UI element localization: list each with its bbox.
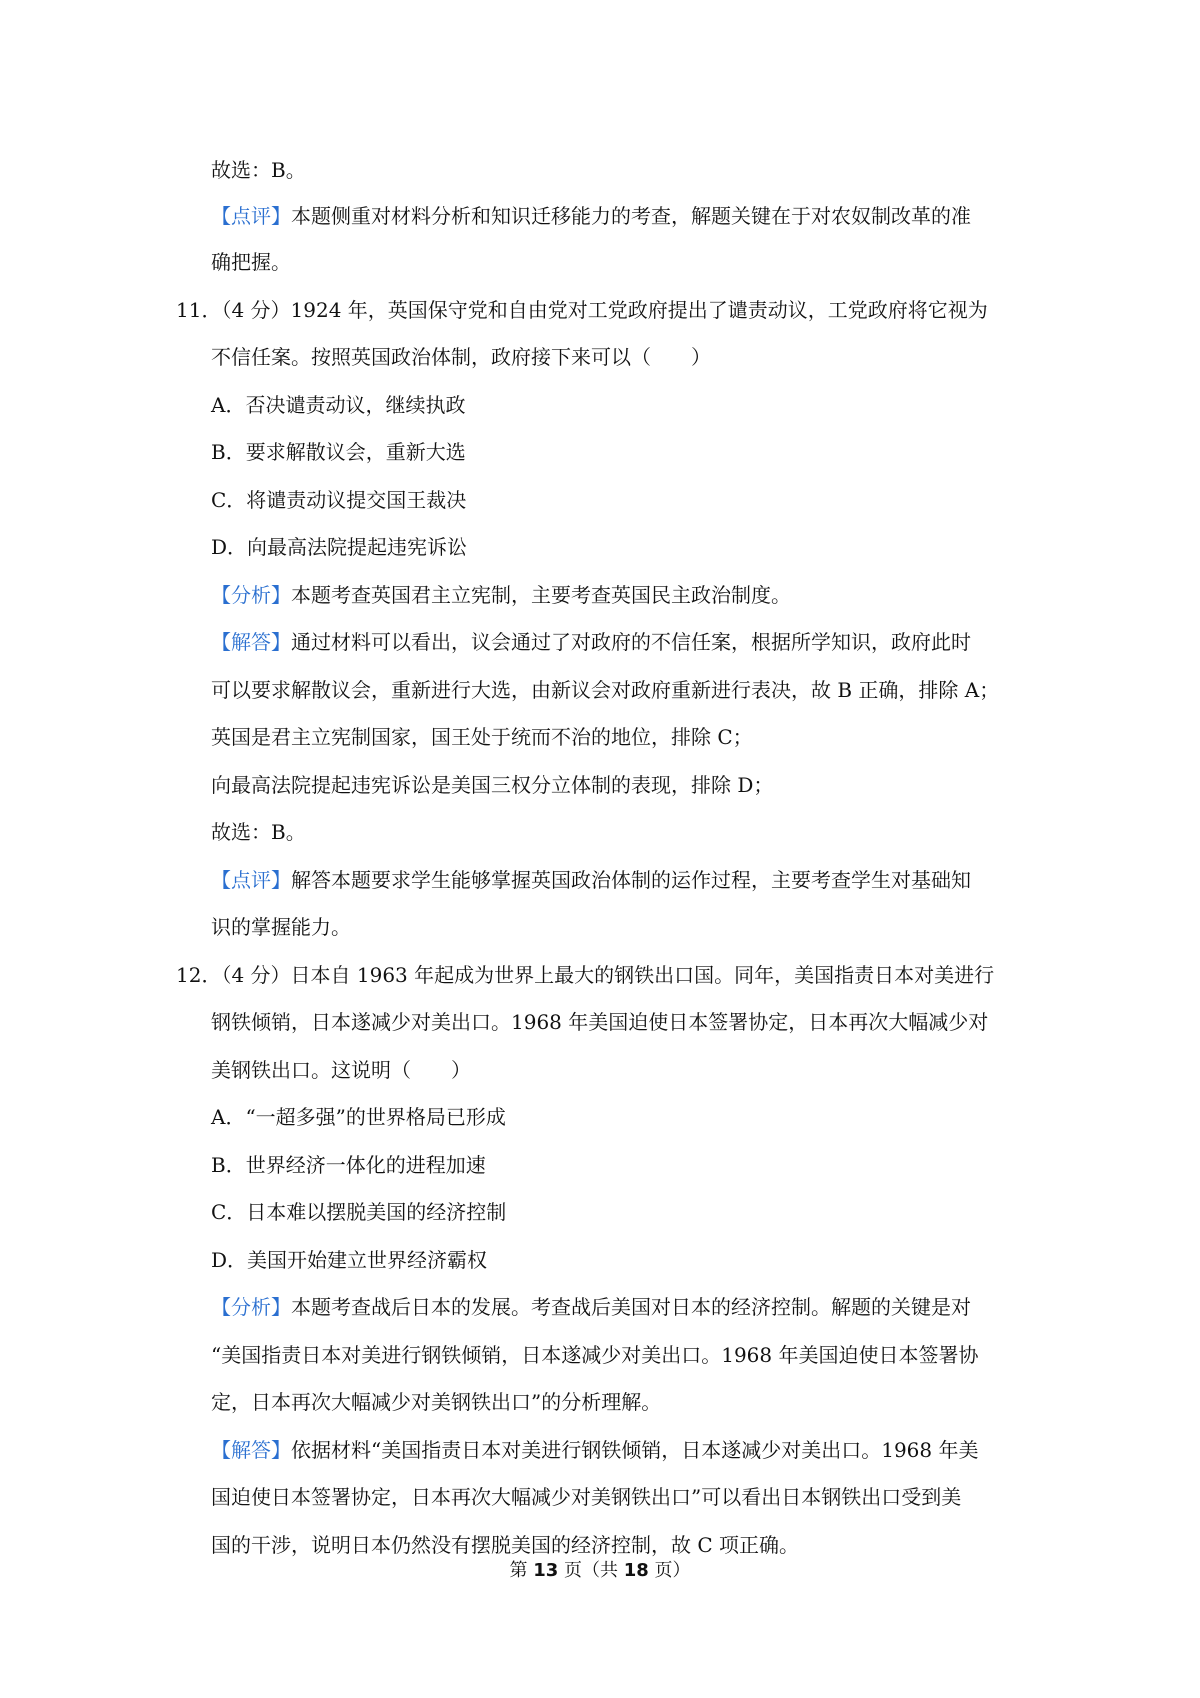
q11-answer — [211, 628, 971, 656]
comment-tag: 【点评】 — [211, 204, 291, 228]
q12-analysis-line-3: 定，日本再次大幅减少对美钢铁出口”的分析理解。 — [211, 1390, 662, 1414]
q11-stem-line-2: 不信任案。按照英国政治体制，政府接下来可以（ ） — [211, 345, 711, 369]
q11-option-d: D．向最高法院提起违宪诉讼 — [211, 535, 468, 559]
q11-comment — [211, 866, 971, 894]
q12-stem-line-1: 12．（4 分）日本自 1963 年起成为世界上最大的钢铁出口国。同年，美国指责日本对美进行 — [176, 963, 995, 987]
q12-option-c: C．日本难以摆脱美国的经济控制 — [211, 1200, 507, 1224]
q12-answer-line-3: 国的干涉，说明日本仍然没有摆脱美国的经济控制，故 C 项正确。 — [211, 1533, 800, 1557]
q12-answer-line-2: 国迫使日本签署协定，日本再次大幅减少对美钢铁出口”可以看出日本钢铁出口受到美 — [211, 1485, 962, 1509]
q11-analysis-text: 本题考查英国君主立宪制，主要考查英国民主政治制度。 — [291, 583, 791, 607]
footer-page-number: 13 — [533, 1560, 559, 1581]
footer-prefix: 第 — [509, 1560, 534, 1581]
q11-select: 故选：B。 — [211, 820, 306, 844]
q12-analysis — [211, 1293, 971, 1321]
prev-comment-line-2: 确把握。 — [211, 250, 291, 274]
q11-answer-line-3: 英国是君主立宪制国家，国王处于统而不治的地位，排除 C； — [211, 725, 753, 749]
q12-analysis-line-2: “美国指责日本对美进行钢铁倾销，日本遂减少对美出口。1968 年美国迫使日本签署协 — [211, 1343, 979, 1367]
analysis-tag: 【分析】 — [211, 583, 291, 607]
q12-option-d: D．美国开始建立世界经济霸权 — [211, 1248, 488, 1272]
comment-tag: 【点评】 — [211, 868, 291, 892]
q11-stem-line-1: 11．（4 分）1924 年，英国保守党和自由党对工党政府提出了谴责动议，工党政府将它视为 — [176, 298, 988, 322]
prev-comment-line-1: 本题侧重对材料分析和知识迁移能力的考查，解题关键在于对农奴制改革的准 — [291, 204, 971, 228]
q11-comment-line-1: 解答本题要求学生能够掌握英国政治体制的运作过程，主要考查学生对基础知 — [291, 868, 971, 892]
q11-option-a: A．否决谴责动议，继续执政 — [211, 393, 466, 417]
q11-option-c: C．将谴责动议提交国王裁决 — [211, 488, 467, 512]
q11-analysis — [211, 581, 791, 609]
answer-tag: 【解答】 — [211, 630, 291, 654]
q12-answer — [211, 1436, 978, 1464]
answer-tag: 【解答】 — [211, 1438, 291, 1462]
analysis-tag: 【分析】 — [211, 1295, 291, 1319]
q11-answer-line-1: 通过材料可以看出，议会通过了对政府的不信任案，根据所学知识，政府此时 — [291, 630, 971, 654]
footer-suffix: 页） — [648, 1560, 691, 1581]
prev-select: 故选：B。 — [211, 158, 306, 182]
q12-analysis-line-1: 本题考查战后日本的发展。考查战后美国对日本的经济控制。解题的关键是对 — [291, 1295, 971, 1319]
q11-answer-line-4: 向最高法院提起违宪诉讼是美国三权分立体制的表现，排除 D； — [211, 773, 774, 797]
footer-middle: 页（共 — [558, 1560, 624, 1581]
q11-comment-line-2: 识的掌握能力。 — [211, 915, 351, 939]
q11-answer-line-2: 可以要求解散议会，重新进行大选，由新议会对政府重新进行表决，故 B 正确，排除 A； — [211, 678, 1000, 702]
page-footer — [0, 1559, 1200, 1583]
q12-stem-line-2: 钢铁倾销，日本遂减少对美出口。1968 年美国迫使日本签署协定，日本再次大幅减少对 — [211, 1010, 989, 1034]
q11-option-b: B．要求解散议会，重新大选 — [211, 440, 466, 464]
prev-comment — [211, 202, 971, 230]
q12-answer-line-1: 依据材料“美国指责日本对美进行钢铁倾销，日本遂减少对美出口。1968 年美 — [291, 1438, 979, 1462]
q12-option-b: B．世界经济一体化的进程加速 — [211, 1153, 486, 1177]
q12-option-a: A．“一超多强”的世界格局已形成 — [211, 1105, 506, 1129]
q12-stem-line-3: 美钢铁出口。这说明（ ） — [211, 1058, 471, 1082]
footer-total-pages: 18 — [623, 1560, 649, 1581]
